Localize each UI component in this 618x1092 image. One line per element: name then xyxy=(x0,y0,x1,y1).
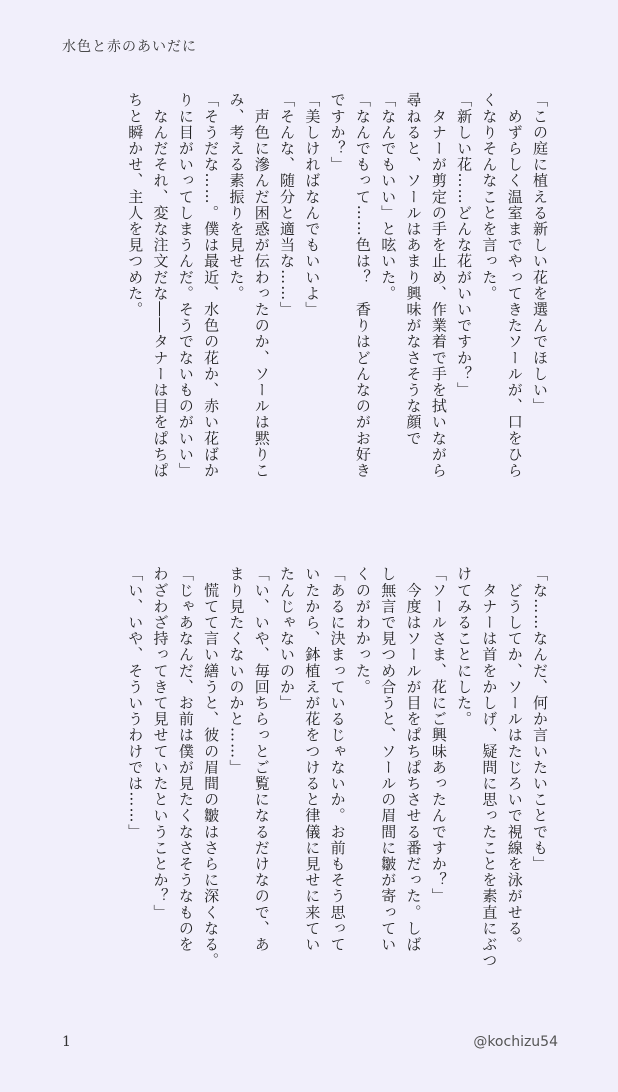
text-line: くのがわかった。 xyxy=(353,566,372,695)
author-handle: @kochizu54 xyxy=(473,1034,558,1050)
text-line: たんじゃないのか」 xyxy=(278,566,297,711)
text-line: 「美しければなんでもいいよ」 xyxy=(303,92,322,318)
text-line: 「そうだな……。僕は最近、水色の花か、赤い花ばか xyxy=(202,92,221,479)
page-title: 水色と赤のあいだに xyxy=(62,39,197,55)
text-line: 「い、いや、そういうわけでは……」 xyxy=(126,566,145,840)
text-block-bottom xyxy=(122,566,552,1006)
text-line: 「じゃあなんだ、お前は僕が見たくなさそうなものを xyxy=(176,566,195,953)
text-line: けてみることにした。 xyxy=(455,566,474,727)
text-line: 「な……なんだ、何か言いたいことでも」 xyxy=(531,566,549,872)
text-line: タナーが剪定の手を止め、作業着で手を拭いながら xyxy=(429,92,448,479)
text-line: ちと瞬かせ、主人を見つめた。 xyxy=(126,92,145,318)
text-line: まり見たくないのかと……」 xyxy=(227,566,246,776)
text-line: 「い、いや、毎回ちらっとご覧になるだけなので、あ xyxy=(252,566,271,953)
text-line: 慌てて言い繕うと、彼の眉間の皺はさらに深くなる。 xyxy=(202,566,221,969)
text-line: くなりそんなことを言った。 xyxy=(480,92,499,302)
text-line: なんだそれ、変な注文だな――タナーは目をぱちぱ xyxy=(151,92,170,479)
text-line: 「そんな、随分と適当な……」 xyxy=(278,92,297,318)
text-line: し無言で見つめ合うと、ソールの眉間に皺が寄ってい xyxy=(379,566,398,953)
text-line: 「あるに決まっているじゃないか。お前もそう思って xyxy=(328,566,347,953)
text-line: み、考える素振りを見せた。 xyxy=(227,92,246,302)
text-line: いたから、鉢植えが花をつけると律儀に見せに来てい xyxy=(303,566,322,953)
text-line: タナーは首をかしげ、疑問に思ったことを素直にぶつ xyxy=(480,566,499,969)
text-line: わざわざ持ってきて見せていたということか？」 xyxy=(151,566,170,921)
text-line: 尋ねると、ソールはあまり興味がなさそうな顔で xyxy=(404,92,423,447)
text-block-top xyxy=(122,92,552,532)
text-line: 「この庭に植える新しい花を選んでほしい」 xyxy=(531,92,549,414)
page-number: 1 xyxy=(62,1034,71,1050)
text-line: めずらしく温室までやってきたソールが、口をひら xyxy=(505,92,524,479)
text-line: 「なんでもって……色は？ 香りはどんなのがお好き xyxy=(353,92,372,479)
text-line: ですか？」 xyxy=(328,92,347,173)
text-line: 「ソールさま、花にご興味あったんですか？」 xyxy=(429,566,448,905)
text-line: どうしてか、ソールはたじろいで視線を泳がせる。 xyxy=(505,566,524,953)
text-line: 今度はソールが目をぱちぱちさせる番だった。しば xyxy=(404,566,423,953)
text-line: 「新しい花……どんな花がいいですか？」 xyxy=(455,92,474,398)
text-line: 「なんでもいい」と呟いた。 xyxy=(379,92,398,302)
text-line: 声色に滲んだ困惑が伝わったのか、ソールは黙りこ xyxy=(252,92,271,479)
text-line: りに目がいってしまうんだ。そうでないものがいい」 xyxy=(176,92,195,479)
